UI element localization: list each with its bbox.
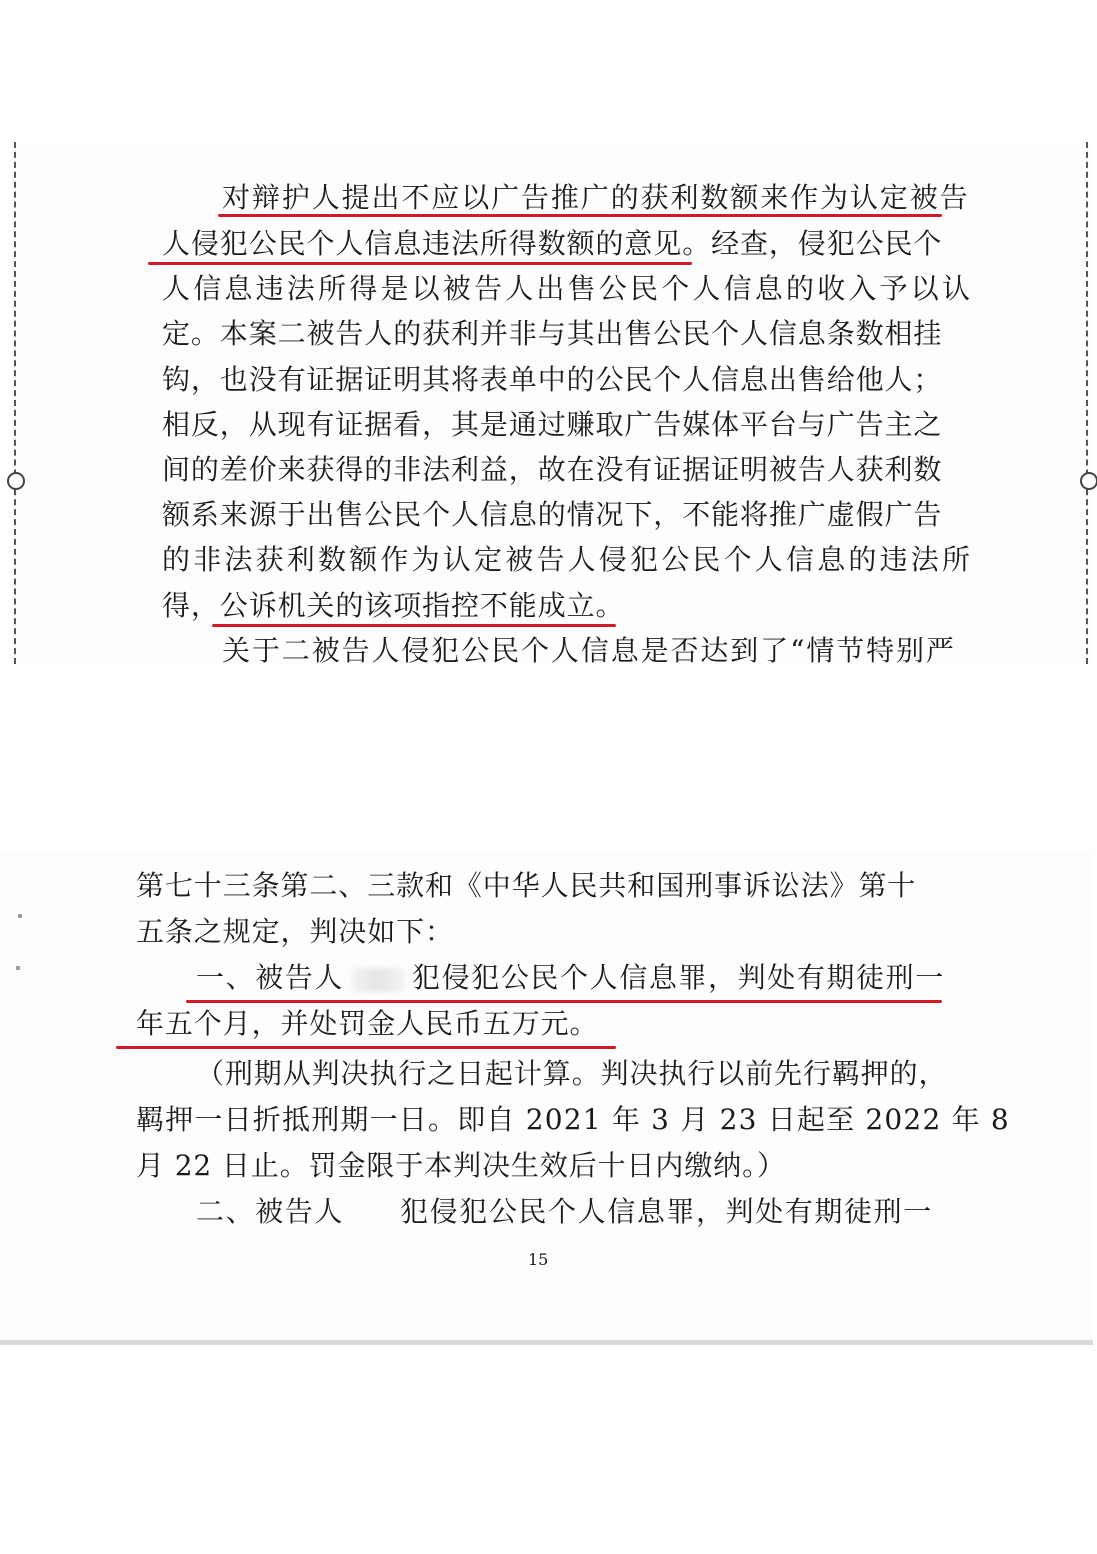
text-line: 得，公诉机关的该项指控不能成立。	[162, 589, 625, 622]
text-line: 钩，也没有证据证明其将表单中的公民个人信息出售给他人；	[162, 363, 943, 396]
text-line: 间的差价来获得的非法利益，故在没有证据证明被告人获利数	[162, 453, 943, 486]
text-line: 第七十三条第二、三款和《中华人民共和国刑事诉讼法》第十	[136, 869, 917, 902]
red-underline	[148, 262, 692, 265]
verdict-item-2-text: 犯侵犯公民个人信息罪，判处有期徒刑一	[400, 1195, 933, 1228]
text-line: 人侵犯公民个人信息违法所得数额的意见。经查，侵犯公民个	[162, 227, 943, 260]
scan-speck	[18, 914, 22, 918]
red-underline	[218, 214, 942, 217]
text-line: 的非法获利数额作为认定被告人侵犯公民个人信息的违法所	[162, 543, 974, 576]
red-underline	[186, 1000, 942, 1003]
text-line: 月 22 日止。罚金限于本判决生效后十日内缴纳。）	[136, 1149, 786, 1182]
text-line	[196, 1192, 933, 1232]
verdict-item-2-label: 二、被告人	[196, 1195, 345, 1228]
text-line: 五条之规定，判决如下：	[136, 915, 454, 948]
text-line: 关于二被告人侵犯公民个人信息是否达到了“情节特别严	[222, 634, 956, 664]
redacted-name	[352, 968, 404, 992]
text-line: 人信息违法所得是以被告人出售公民个人信息的收入予以认	[162, 272, 974, 305]
page-number: 15	[528, 1250, 549, 1269]
text-line: 年五个月，并处罚金人民币五万元。	[136, 1007, 599, 1040]
text-line	[196, 958, 945, 998]
text-line: 定。本案二被告人的获利并非与其出售公民个人信息条数相挂	[162, 317, 943, 350]
text-line: 相反，从现有证据看，其是通过赚取广告媒体平台与广告主之	[162, 408, 943, 441]
resize-handle-left[interactable]	[7, 472, 25, 490]
resize-handle-right[interactable]	[1080, 472, 1097, 490]
red-underline	[212, 624, 616, 627]
scan-speck	[16, 966, 20, 970]
text-line: 对辩护人提出不应以广告推广的获利数额来作为认定被告	[222, 181, 970, 214]
text-line: 额系来源于出售公民个人信息的情况下，不能将推广虚假广告	[162, 498, 943, 531]
text-line: 羁押一日折抵刑期一日。即自 2021 年 3 月 23 日起至 2022 年 8	[136, 1103, 1010, 1136]
document-excerpt-top	[12, 142, 1092, 664]
verdict-item-1-label: 一、被告人	[196, 961, 345, 994]
document-excerpt-bottom	[0, 852, 1093, 1345]
selection-border-left	[14, 142, 16, 664]
verdict-item-1-text: 犯侵犯公民个人信息罪，判处有期徒刑一	[412, 961, 945, 994]
red-underline	[116, 1046, 616, 1049]
text-line: （刑期从判决执行之日起计算。判决执行以前先行羁押的，	[196, 1057, 948, 1090]
selection-border-right	[1086, 142, 1088, 664]
